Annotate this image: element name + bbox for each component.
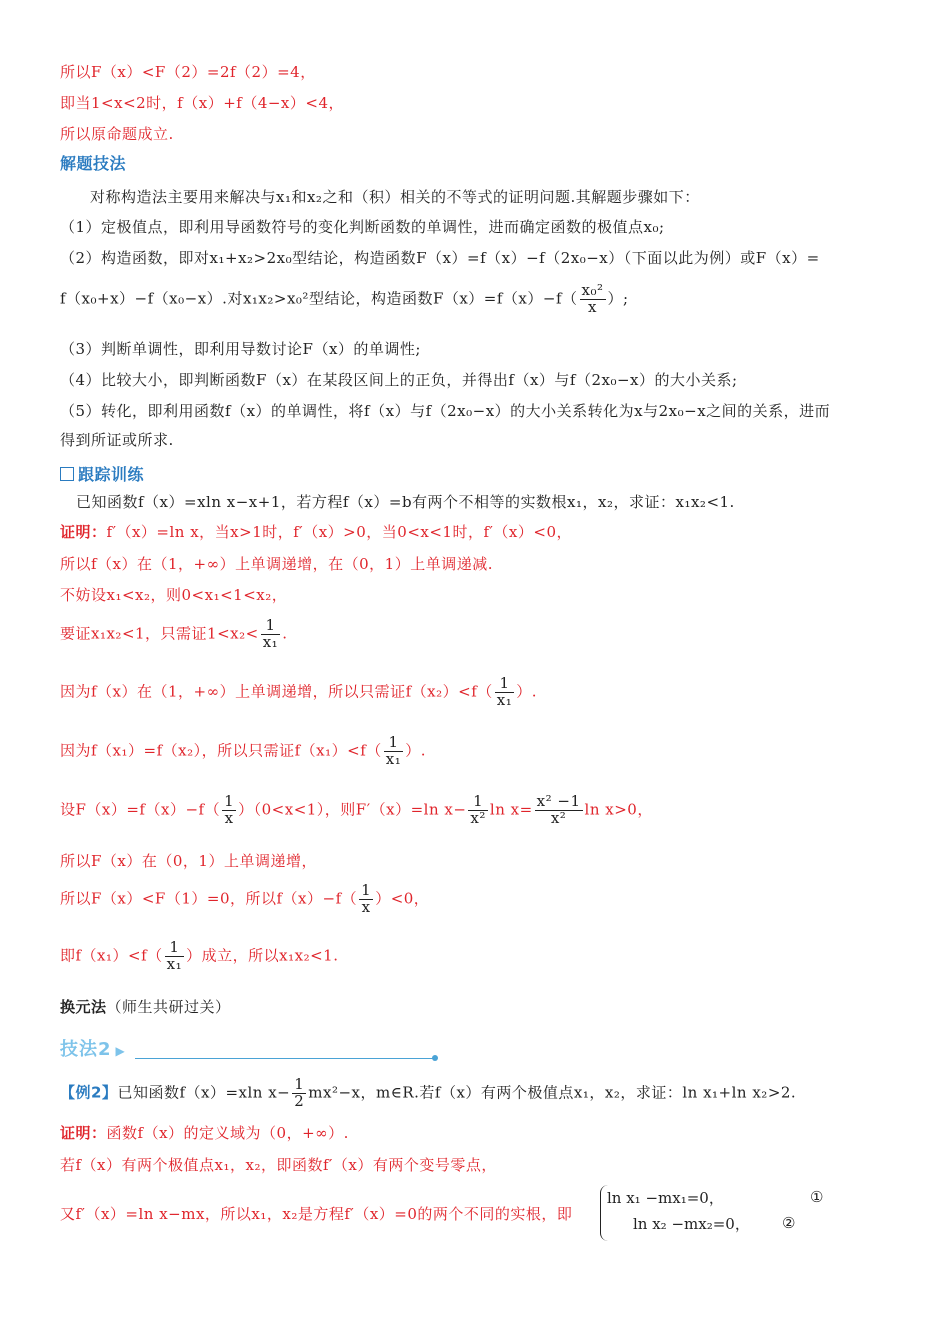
divider-line [135, 1058, 435, 1059]
equation-marker-2: ② [782, 1214, 796, 1232]
conclusion-line-3: 所以原命题成立. [60, 125, 174, 143]
fraction [384, 735, 403, 768]
denominator: x [588, 297, 597, 316]
checkbox-icon [60, 467, 74, 481]
substitution-note: （师生共研过关） [106, 998, 231, 1016]
fraction [495, 676, 514, 709]
text: 即f（x₁）<f（ [60, 946, 163, 965]
text: ）<0， [375, 889, 430, 908]
text: ）成立，所以x₁x₂<1. [186, 946, 339, 965]
method-step-3: （3）判断单调性，即利用导数讨论F（x）的单调性; [60, 340, 421, 358]
denominator: 2 [294, 1091, 305, 1110]
text: ）（0<x<1），则F′（x）=ln x− [238, 800, 467, 819]
method-step-5-cont: 得到所证或所求. [60, 431, 174, 449]
text: f（x₀+x）−f（x₀−x）.对x₁x₂>x₀²型结论，构造函数F（x）=f（x）−f（ [60, 289, 578, 308]
fraction [261, 618, 280, 651]
example-2-problem [60, 1077, 796, 1110]
proof-line-2: 所以f（x）在（1，+∞）上单调递增，在（0，1）上单调递减. [60, 555, 493, 573]
numerator: x² −1 [536, 792, 581, 810]
fraction [359, 883, 373, 916]
fraction [535, 794, 583, 827]
text: 函数f（x）的定义域为（0，+∞）. [106, 1124, 349, 1142]
denominator: x₁ [166, 954, 183, 973]
method-step-2: （2）构造函数，即对x₁+x₂>2x₀型结论，构造函数F（x）=f（x）−f（2x₀−x）（下面以此为例）或F（x）= [60, 249, 820, 267]
denominator: x₁ [496, 690, 513, 709]
example-proof-line-1 [60, 1123, 349, 1143]
numerator: 1 [361, 881, 372, 899]
equation-2: ln x₂ −mx₂=0， [633, 1215, 750, 1233]
training-heading [60, 465, 144, 485]
method-step-1: （1）定极值点，即利用导函数符号的变化判断函数的单调性，进而确定函数的极值点x₀; [60, 218, 665, 236]
divider-dot [432, 1055, 438, 1061]
numerator: 1 [261, 618, 280, 635]
method-step-4: （4）比较大小，即判断函数F（x）在某段区间上的正负，并得出f（x）与f（2x₀−x）的大小关系; [60, 371, 738, 389]
text: 设F（x）=f（x）−f（ [60, 800, 221, 819]
training-heading-text: 跟踪训练 [78, 465, 145, 484]
play-arrow-icon: ▶ [115, 1044, 126, 1058]
proof-line-4 [60, 618, 287, 651]
numerator: 1 [495, 676, 514, 693]
substitution-heading [60, 997, 231, 1017]
text: 因为f（x₁）=f（x₂），所以只需证f（x₁）<f（ [60, 741, 382, 760]
text: ）; [607, 289, 629, 308]
proof-line-8: 所以F（x）在（0，1）上单调递增， [60, 852, 317, 870]
technique-badge [60, 1035, 126, 1059]
text: . [282, 624, 288, 643]
text: ）. [516, 682, 538, 701]
text: 已知函数f（x）=xln x− [117, 1083, 291, 1102]
denominator: x₁ [385, 749, 402, 768]
fraction [292, 1077, 306, 1110]
proof-line-7 [60, 794, 653, 827]
proof-line-10 [60, 940, 338, 973]
proof-label: 证明： [60, 1124, 107, 1142]
fraction [222, 794, 236, 827]
proof-line-6 [60, 735, 426, 768]
text: mx²−x，m∈R.若f（x）有两个极值点x₁，x₂，求证：ln x₁+ln x₂>2. [308, 1083, 797, 1102]
equation-marker-1: ① [810, 1188, 824, 1206]
denominator: x₁ [262, 632, 279, 651]
text: ln x= [489, 800, 533, 819]
denominator: x² [550, 808, 567, 827]
example-proof-line-2: 若f（x）有两个极值点x₁，x₂，即函数f′（x）有两个变号零点， [60, 1156, 497, 1174]
method-step-5: （5）转化，即利用函数f（x）的单调性，将f（x）与f（2x₀−x）的大小关系转化为x与2x₀−x之间的关系，进而 [60, 402, 831, 420]
proof-line-9 [60, 883, 429, 916]
proof-label: 证明： [60, 523, 107, 541]
proof-line-5 [60, 676, 537, 709]
equation-system [600, 1185, 750, 1241]
text: ln x>0， [584, 800, 653, 819]
text: ）. [405, 741, 427, 760]
substitution-title: 换元法 [60, 998, 107, 1016]
equation-1: ln x₁ −mx₁=0， [607, 1189, 724, 1207]
numerator: 1 [294, 1075, 305, 1093]
training-problem: 已知函数f（x）=xln x−x+1，若方程f（x）=b有两个不相等的实数根x₁，x₂，求证：x₁x₂<1. [76, 493, 735, 511]
conclusion-line-1: 所以F（x）<F（2）=2f（2）=4， [60, 63, 316, 81]
method-heading: 解题技法 [60, 154, 127, 173]
fraction [165, 940, 184, 973]
proof-line-3: 不妨设x₁<x₂，则0<x₁<1<x₂， [60, 586, 288, 604]
numerator: 1 [224, 792, 235, 810]
text: 要证x₁x₂<1，只需证1<x₂< [60, 624, 259, 643]
numerator: 1 [165, 940, 184, 957]
numerator: x₀² [581, 281, 604, 299]
denominator: x [361, 897, 371, 916]
numerator: 1 [384, 735, 403, 752]
conclusion-line-2: 即当1<x<2时，f（x）+f（4−x）<4， [60, 94, 344, 112]
fraction [580, 283, 606, 316]
example-proof-line-3: 又f′（x）=ln x−mx，所以x₁，x₂是方程f′（x）=0的两个不同的实根，即 [60, 1205, 573, 1223]
text: 所以F（x）<F（1）=0，所以f（x）−f（ [60, 889, 358, 908]
fraction [468, 794, 487, 827]
badge-label: 技法2 [60, 1039, 112, 1060]
denominator: x [224, 808, 234, 827]
proof-line-1 [60, 522, 572, 542]
method-step-2-cont [60, 283, 629, 316]
text: f′（x）=ln x，当x>1时，f′（x）>0，当0<x<1时，f′（x）<0， [106, 523, 573, 541]
example-label: 【例2】 [60, 1083, 118, 1102]
numerator: 1 [468, 794, 487, 811]
method-intro: 对称构造法主要用来解决与x₁和x₂之和（积）相关的不等式的证明问题.其解题步骤如下： [90, 188, 700, 206]
denominator: x² [470, 808, 486, 827]
text: 因为f（x）在（1，+∞）上单调递增，所以只需证f（x₂）<f（ [60, 682, 493, 701]
